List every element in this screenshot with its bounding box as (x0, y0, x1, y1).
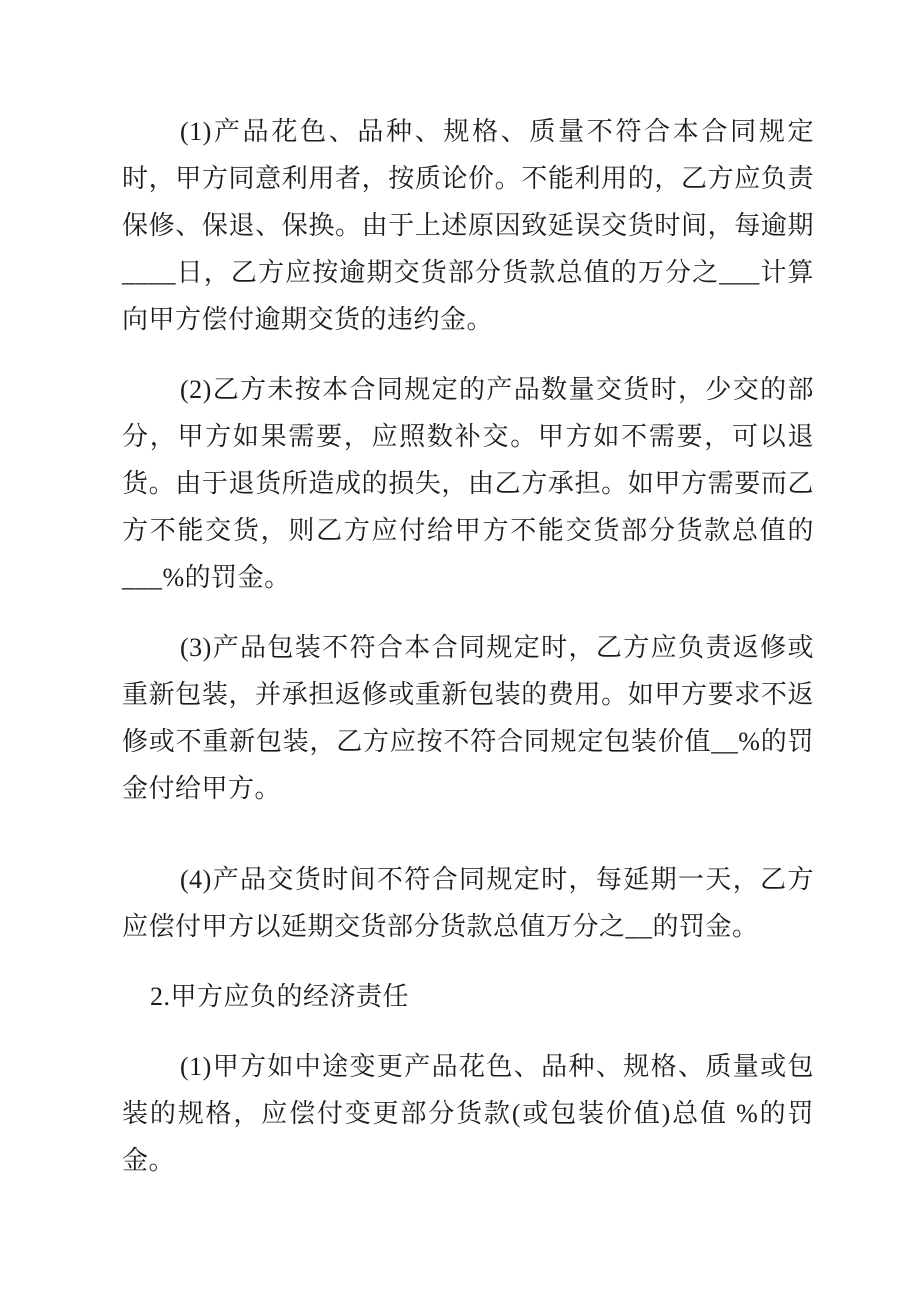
clause-party-b-liability-2: (2)乙方未按本合同规定的产品数量交货时，少交的部分，甲方如果需要，应照数补交。甲方如不需要，可以退货。由于退货所造成的损失，由乙方承担。如甲方需要而乙方不能交货，则乙方应付给甲方不能交货部分货款总值的___%的罚金。 (122, 375, 814, 592)
clause-party-b-liability-3: (3)产品包装不符合本合同规定时，乙方应负责返修或重新包装，并承担返修或重新包装的费用。如甲方要求不返修或不重新包装，乙方应按不符合同规定包装价值__%的罚金付给甲方。 (122, 633, 814, 803)
section-heading-party-a-liability: 2.甲方应负的经济责任 (150, 982, 410, 1011)
clause-party-b-liability-4: (4)产品交货时间不符合同规定时，每延期一天，乙方应偿付甲方以延期交货部分货款总值万分之__的罚金。 (122, 865, 814, 941)
clause-party-b-liability-1: (1)产品花色、品种、规格、质量不符合本合同规定时，甲方同意利用者，按质论价。不能利用的，乙方应负责保修、保退、保换。由于上述原因致延误交货时间，每逾期____日，乙方应按逾期交货部分货款总值的万分之___计算向甲方偿付逾期交货的违约金。 (122, 117, 814, 334)
contract-document-page (122, 108, 814, 1207)
clause-party-a-liability-1: (1)甲方如中途变更产品花色、品种、规格、质量或包装的规格，应偿付变更部分货款(或包装价值)总值 %的罚金。 (122, 1052, 814, 1175)
